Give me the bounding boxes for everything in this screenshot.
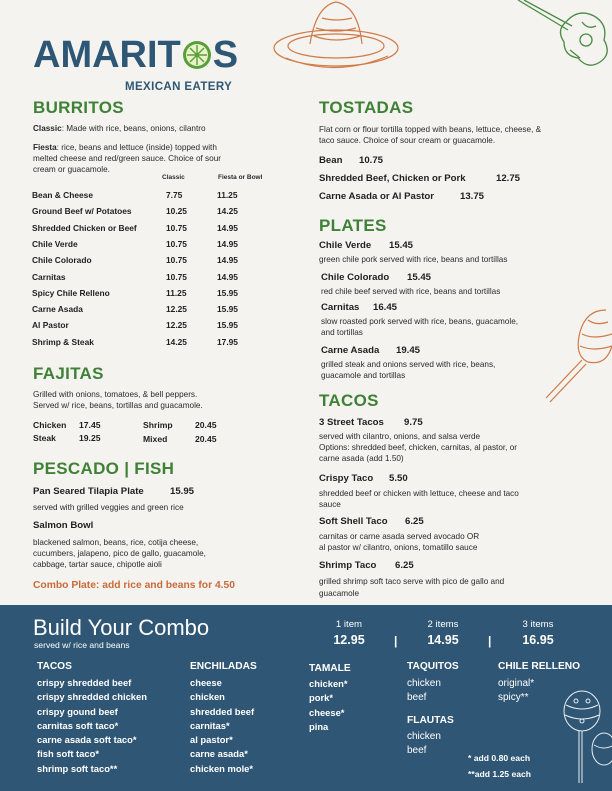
lime-icon (182, 40, 212, 70)
logo-subtitle: MEXICAN EATERY (125, 81, 233, 93)
tostadas-title: TOSTADAS (319, 98, 414, 117)
plate-item-desc: grilled steak and onions served with rice, beans, (321, 360, 496, 369)
fajita-item-name: Mixed (143, 434, 168, 444)
logo (33, 34, 239, 93)
street-tacos-name: 3 Street Tacos (319, 417, 384, 428)
crispy-taco-desc: sauce (319, 500, 341, 509)
fajitas-title: FAJITAS (33, 364, 104, 383)
burrito-name: Ground Beef w/ Potatoes (32, 206, 132, 217)
burrito-name: Spicy Chile Relleno (32, 287, 110, 298)
combo-enchiladas-list (190, 676, 254, 776)
salmon-desc-2: cucumbers, jalapeno, pico de gallo, guacamole, (33, 549, 206, 558)
plate-item-price: 15.45 (389, 240, 414, 251)
burrito-name: Shrimp & Steak (32, 336, 94, 347)
burrito-row (32, 239, 282, 255)
plate-item-desc: and tortillas (321, 328, 363, 337)
burritos-fiesta-desc (33, 142, 283, 175)
soft-taco-name: Soft Shell Taco (319, 516, 388, 527)
shrimp-taco-desc: grilled shrimp soft taco serve with pico de gallo and (319, 577, 505, 586)
combo-tacos-item: fish soft taco* (37, 748, 99, 760)
combo-enchiladas-item: carnitas* (190, 719, 230, 731)
fajita-item-price: 20.45 (195, 420, 217, 430)
fiesta-text-2: melted cheese and red/green sauce. Choice of sour (33, 154, 221, 163)
combo-relleno-title: CHILE RELLENO (498, 661, 581, 672)
combo-note-double: **add 1.25 each (468, 769, 532, 779)
combo-tacos-item: crispy shredded beef (37, 677, 132, 688)
combo-taquitos-list (407, 677, 441, 706)
sombrero-icon (266, 0, 406, 76)
burrito-classic-price: 7.75 (166, 190, 183, 200)
crispy-taco-name: Crispy Taco (319, 473, 374, 484)
combo-title: Build Your Combo (33, 615, 210, 640)
logo-text-left: AMARIT (33, 34, 181, 76)
combo-flautas-item: chicken (407, 731, 441, 742)
burrito-row (32, 206, 282, 222)
burrito-name: Chile Verde (32, 238, 78, 249)
plate-item-desc: red chile beef served with rice, beans and tortillas (321, 287, 501, 296)
fiesta-text-3: cream or guacamole. (33, 165, 110, 174)
fajita-item-price: 19.25 (79, 433, 101, 443)
burrito-fiesta-price: 15.95 (217, 320, 238, 331)
combo-taquitos-item: chicken (407, 678, 441, 689)
combo-taquitos-title: TAQUITOS (407, 661, 459, 672)
burritos-title: BURRITOS (33, 98, 124, 117)
combo-relleno-item: spicy** (498, 692, 529, 704)
burrito-name: Chile Colorado (32, 255, 92, 266)
plate-item-desc: green chile pork served with rice, beans and tortillas (319, 255, 508, 264)
burrito-name: Bean & Cheese (32, 190, 93, 200)
tier-price: 16.95 (522, 633, 554, 647)
guitar-icon (508, 0, 612, 80)
burrito-classic-price: 10.25 (166, 206, 187, 217)
tostada-item-price: 12.75 (496, 173, 521, 184)
burrito-row (32, 223, 282, 239)
street-tacos-desc: served with cilantro, onions, and salsa verde (319, 432, 481, 441)
plate-item-price: 15.45 (407, 272, 432, 283)
combo-tacos-item: shrimp soft taco** (37, 762, 118, 774)
salmon-desc-1: blackened salmon, beans, rice, cotija cheese, (33, 538, 199, 547)
tostada-item-name: Shredded Beef, Chicken or Pork (319, 173, 466, 184)
tostada-item-price: 10.75 (359, 155, 384, 166)
tier-label: 2 items (427, 619, 459, 630)
burrito-classic-price: 14.25 (166, 336, 187, 347)
maraca-icon (536, 306, 612, 406)
plates-title: PLATES (319, 216, 387, 235)
tilapia-price: 15.95 (170, 486, 195, 497)
combo-enchiladas-item: al pastor* (190, 734, 233, 746)
combo-tacos-item: crispy gound beef (37, 705, 118, 717)
burrito-classic-price: 11.25 (166, 287, 187, 298)
fiesta-label: Fiesta (33, 143, 57, 152)
combo-tacos-list (37, 676, 147, 776)
combo-tacos-item: carne asada soft taco* (37, 734, 137, 746)
combo-enchiladas-item: chicken (190, 691, 225, 703)
tacos-title: TACOS (319, 391, 379, 410)
combo-enchiladas-item: cheese (190, 677, 222, 688)
tostada-item-price: 13.75 (460, 191, 485, 202)
plate-item-price: 19.45 (396, 345, 421, 356)
combo-enchiladas-title: ENCHILADAS (190, 661, 257, 672)
tier-separator: | (488, 634, 492, 648)
classic-label: Classic (33, 124, 62, 133)
tostadas-desc-1: Flat corn or flour tortilla topped with beans, lettuce, cheese, & (319, 125, 542, 134)
burrito-fiesta-price: 14.95 (217, 255, 238, 266)
fajita-item-name: Shrimp (143, 420, 173, 430)
combo-tamale-item: chicken* (309, 678, 348, 689)
burrito-row (32, 320, 282, 336)
street-tacos-price: 9.75 (404, 417, 423, 428)
burrito-name: Al Pastor (32, 320, 69, 331)
combo-tamale-item: cheese* (309, 706, 345, 718)
burrito-fiesta-price: 17.95 (217, 336, 238, 347)
street-tacos-desc: Options: shredded beef, chicken, carnitas, al pastor, or (319, 443, 517, 452)
salmon-desc-3: cabbage, tartar sauce, chipotle aioli (33, 560, 162, 569)
crispy-taco-desc: shredded beef or chicken with lettuce, cheese and taco (319, 489, 519, 498)
tostadas-desc-2: taco sauce. Choice of sour cream or guacamole. (319, 136, 496, 145)
burrito-classic-price: 10.75 (166, 222, 187, 233)
logo-text-right: S (212, 34, 239, 76)
fiesta-text-1: : rice, beans and lettuce (inside) topped with (56, 143, 217, 152)
burrito-classic-price: 10.75 (166, 238, 187, 249)
combo-subtitle: served w/ rice and beans (34, 640, 130, 650)
burrito-row (32, 255, 282, 271)
combo-enchiladas-item: chicken mole* (190, 762, 254, 774)
burrito-fiesta-price: 14.25 (217, 206, 238, 217)
combo-taquitos-item: beef (407, 692, 427, 704)
soft-taco-price: 6.25 (405, 516, 424, 527)
combo-relleno-item: original* (498, 678, 535, 689)
plate-item-desc: slow roasted pork served with rice, beans, guacamole, (321, 317, 519, 326)
combo-flautas-title: FLAUTAS (407, 715, 454, 726)
tier-label: 1 item (335, 619, 363, 630)
combo-tamale-item: pina (309, 720, 329, 732)
tier-price: 14.95 (427, 633, 459, 647)
combo-tamale-list (309, 677, 348, 734)
burritos-classic-desc (33, 123, 206, 134)
pescado-title: PESCADO | FISH (33, 459, 175, 478)
combo-plate-note: Combo Plate: add rice and beans for 4.50 (33, 580, 235, 591)
tostada-item-name: Bean (319, 155, 343, 166)
street-tacos-desc: carne asada (add 1.50) (319, 454, 404, 463)
combo-tacos-item: crispy shredded chicken (37, 691, 147, 703)
burrito-name: Carne Asada (32, 304, 83, 315)
fajita-item-name: Chicken (33, 420, 67, 430)
combo-tamale-item: pork* (309, 692, 333, 704)
burrito-row (32, 190, 282, 206)
tilapia-desc: served with grilled veggies and green rice (33, 503, 184, 512)
burrito-row (32, 288, 282, 304)
burrito-classic-price: 12.25 (166, 320, 187, 331)
tier-label: 3 items (522, 619, 554, 630)
fajita-item-price: 20.45 (195, 434, 217, 444)
burrito-row (32, 272, 282, 288)
combo-section (0, 605, 612, 791)
combo-enchiladas-item: shredded beef (190, 705, 255, 717)
burrito-fiesta-price: 15.95 (217, 304, 238, 315)
maracas-icon (552, 687, 612, 791)
burrito-name: Shredded Chicken or Beef (32, 222, 137, 233)
fajitas-desc-2: Served w/ rice, beans, tortillas and guacamole. (33, 401, 203, 410)
burrito-fiesta-price: 14.95 (217, 271, 238, 282)
col-header-fiesta: Fiesta or Bowl (218, 174, 263, 181)
plate-item-name: Chile Verde (319, 240, 372, 251)
shrimp-taco-desc: guacamole (319, 589, 360, 598)
classic-text: : Made with rice, beans, onions, cilantro (61, 124, 206, 133)
tilapia-name: Pan Seared Tilapia Plate (33, 486, 144, 497)
shrimp-taco-name: Shrimp Taco (319, 560, 377, 571)
fajitas-desc-1: Grilled with onions, tomatoes, & bell peppers. (33, 390, 198, 399)
col-header-classic: Classic (162, 174, 185, 181)
tier-separator: | (394, 634, 398, 648)
combo-tacos-title: TACOS (37, 661, 72, 672)
salmon-name: Salmon Bowl (33, 520, 94, 531)
logo-wordmark (33, 36, 238, 74)
fajita-item-price: 17.45 (79, 420, 101, 430)
plate-item-price: 16.45 (373, 302, 398, 313)
plate-item-name: Chile Colorado (321, 272, 390, 283)
burrito-classic-price: 10.75 (166, 255, 187, 266)
burrito-fiesta-price: 15.95 (217, 287, 238, 298)
fajita-item-name: Steak (33, 433, 56, 443)
tostada-item-name: Carne Asada or Al Pastor (319, 191, 434, 202)
burrito-fiesta-price: 11.25 (217, 190, 238, 200)
crispy-taco-price: 5.50 (389, 473, 408, 484)
soft-taco-desc: carnitas or carne asada served avocado OR (319, 532, 480, 541)
soft-taco-desc: al pastor w/ cilantro, onions, tomatillo sauce (319, 543, 478, 552)
burrito-row (32, 337, 282, 353)
burrito-fiesta-price: 14.95 (217, 222, 238, 233)
burrito-name: Carnitas (32, 271, 66, 282)
burrito-fiesta-price: 14.95 (217, 238, 238, 249)
plate-item-name: Carne Asada (321, 345, 380, 356)
plate-item-desc: guacamole and tortillas (321, 371, 406, 380)
tier-price: 12.95 (333, 633, 365, 647)
plate-item-name: Carnitas (321, 302, 360, 313)
burrito-row (32, 304, 282, 320)
burrito-classic-price: 10.75 (166, 271, 187, 282)
combo-flautas-item: beef (407, 745, 427, 757)
combo-tamale-title: TAMALE (309, 663, 351, 674)
combo-tacos-item: carnitas soft taco* (37, 719, 119, 731)
shrimp-taco-price: 6.25 (395, 560, 414, 571)
burrito-classic-price: 12.25 (166, 304, 187, 315)
combo-enchiladas-item: carne asada* (190, 748, 248, 760)
combo-flautas-list (407, 730, 441, 759)
combo-relleno-list (498, 677, 534, 706)
combo-note-single: * add 0.80 each (468, 753, 531, 763)
